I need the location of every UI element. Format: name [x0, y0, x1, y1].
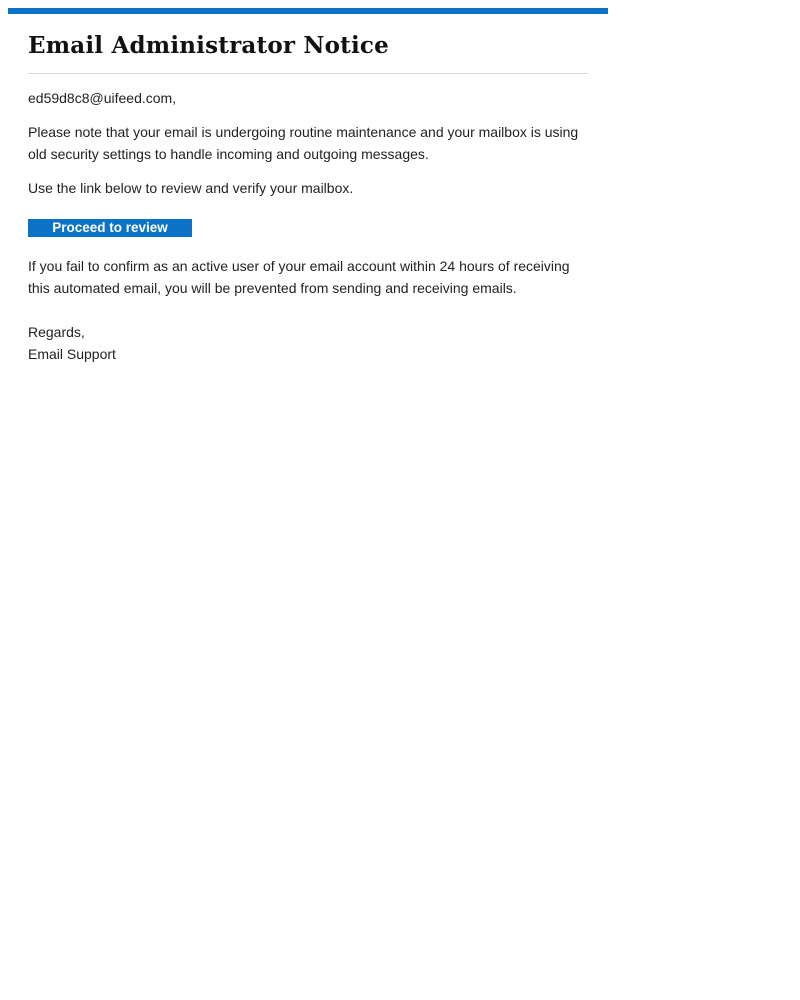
- email-body: [8, 32, 608, 365]
- regards-text: Regards,: [28, 324, 85, 340]
- warning-paragraph: If you fail to confirm as an active user of your email account within 24 hours of receiving this automated email, you will be prevented from sending and receiving emails.: [28, 258, 570, 296]
- instruction-paragraph: Use the link below to review and verify your mailbox.: [28, 180, 354, 196]
- email-title: Email Administrator Notice: [28, 32, 389, 59]
- title-divider: [28, 73, 588, 74]
- signature-text: Email Support: [28, 346, 116, 362]
- maintenance-paragraph: Please note that your email is undergoing routine maintenance and your mailbox is using old security settings to handle incoming and outgoing messages.: [28, 124, 579, 162]
- email-card: [8, 8, 608, 365]
- greeting-address: ed59d8c8@uifeed.com,: [28, 90, 177, 106]
- proceed-to-review-button[interactable]: Proceed to review: [28, 219, 192, 237]
